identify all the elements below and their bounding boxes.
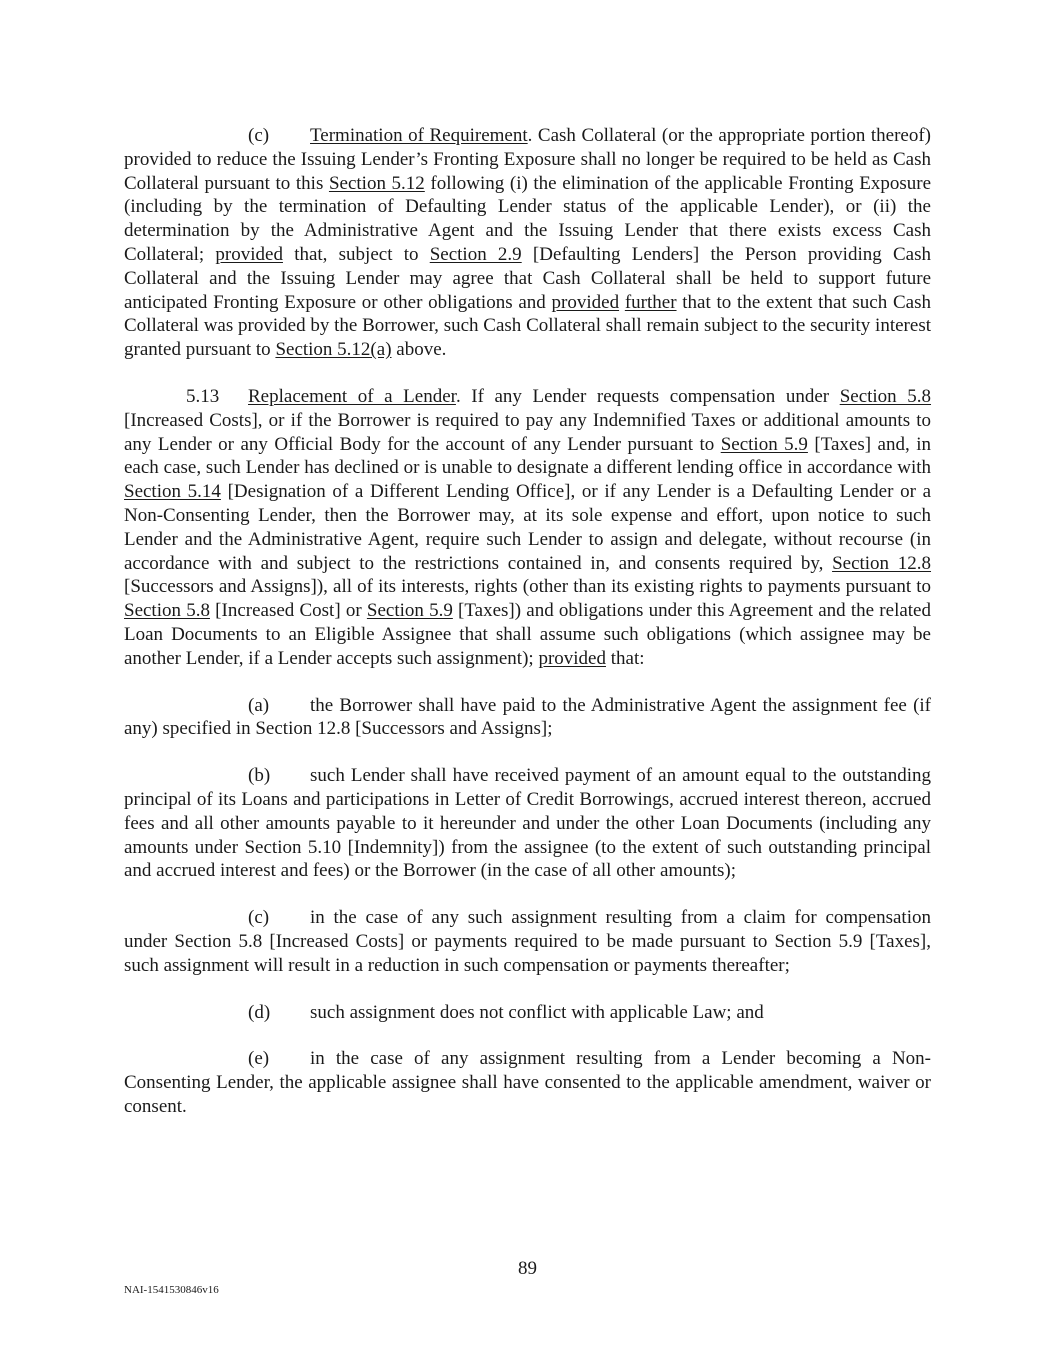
list-item-e — [124, 1047, 931, 1118]
section-reference: Section 2.9 — [429, 243, 522, 265]
section-heading: Replacement of a Lender — [248, 385, 456, 407]
paragraph-replacement-of-a-lender: 5.13 Replacement of a Lender. If any Lender requests compensation under Section 5.8 [Increased Costs], or if the Borrower is required to pay any Indemnified Taxes or additional amounts to any Lender or any Official Body for the account of any Lender pursuant to Section 5.9 [Taxes] and, in each case, such Lender has declined or is unable to designate a different lending office in accordance with Section 5.14 [Designation of a Different Lending Office], or if any Lender is a Defaulting Lender or a Non-Consenting Lender, then the Borrower may, at its sole expense and effort, upon notice to such Lender and the Administrative Agent, require such Lender to assign and delegate, without recourse (in accordance with and subject to the restrictions contained in, and consents required by, Section 12.8 [Successors and Assigns]), all of its interests, rights (other than its existing rights to payments pursuant to Section 5.8 [Increased Cost] or Section 5.9 [Taxes]) and obligations under this Agreement and the related Loan Documents to an Eligible Assignee that shall assume such obligations (which assignee may be another Lender, if a Lender accepts such assignment); provided that: — [124, 385, 932, 669]
section-reference: Section 5.8 — [839, 385, 932, 407]
provided-term: provided — [215, 243, 283, 265]
section-reference: Section 12.8 — [832, 552, 932, 574]
document-page — [124, 124, 931, 1142]
item-number: (d) — [248, 1001, 271, 1023]
item-number: (a) — [248, 694, 270, 716]
item-text: in the case of any assignment resulting from a Lender becoming a Non-Consenting Lender, the applicable assignee shall have consented to the applicable amendment, waiver or consent. — [124, 1048, 931, 1117]
item-text: such assignment does not conflict with applicable Law; and — [310, 1001, 764, 1023]
item-text: the Borrower shall have paid to the Administrative Agent the assignment fee (if any) specified in Section 12.8 [Successors and Assigns]; — [124, 694, 931, 740]
section-reference: Section 5.9 — [366, 600, 453, 622]
paragraph-termination-of-requirement: (c) Termination of Requirement. Cash Collateral (or the appropriate portion thereof) provided to reduce the Issuing Lender’s Fronting Exposure shall no longer be required to be held as Cash Collateral pursuant to this Section 5.12 following (i) the elimination of the applicable Fronting Exposure (including by the termination of Defaulting Lender status of the applicable Lender), or (ii) the determination by the Administrative Agent and the Issuing Lender that there exists excess Cash Collateral; provided that, subject to Section 2.9 [Defaulting Lenders] the Person providing Cash Collateral and the Issuing Lender may agree that Cash Collateral shall be held to support future anticipated Fronting Exposure or other obligations and provided further that to the extent that such Cash Collateral was provided by the Borrower, such Cash Collateral shall remain subject to the security interest granted pursuant to Section 5.12(a) above. — [124, 125, 932, 361]
section-number: 5.13 — [186, 385, 220, 407]
document-id: NAI-1541530846v16 — [124, 1284, 219, 1296]
further-term: further — [624, 291, 677, 313]
clause-number: (c) — [248, 125, 270, 146]
provided-term: provided — [551, 291, 620, 313]
page-number: 89 — [518, 1258, 537, 1279]
section-reference: Section 5.12(a) — [275, 339, 392, 361]
item-number: (e) — [248, 1048, 270, 1070]
list-item-b — [124, 764, 931, 883]
provided-term: provided — [538, 647, 606, 669]
section-reference: Section 5.14 — [124, 481, 221, 503]
item-text: such Lender shall have received payment of an amount equal to the outstanding principal of its Loans and participations in Letter of Credit Borrowings, accrued interest thereon, accrued fees and all other amounts payable to it hereunder and under the other Loan Documents (including any amounts under Section 5.10 [Indemnity]) from the assignee (to the extent of such outstanding principal and accrued interest and fees) or the Borrower (in the case of all other amounts); — [124, 765, 931, 882]
clause-heading: Termination of Requirement — [310, 125, 528, 146]
section-reference: Section 5.9 — [720, 433, 808, 455]
item-text: in the case of any such assignment resulting from a claim for compensation under Section 5.8 [Increased Costs] or payments required to be made pursuant to Section 5.9 [Taxes], such assignment will result in a reduction in such compensation or payments thereafter; — [124, 907, 931, 976]
section-reference: Section 5.12 — [328, 172, 425, 194]
list-item-d — [124, 1001, 931, 1025]
list-item-c — [124, 906, 931, 977]
section-reference: Section 5.8 — [124, 600, 210, 622]
list-item-a — [124, 694, 931, 742]
item-number: (c) — [248, 907, 270, 929]
item-number: (b) — [248, 765, 271, 787]
